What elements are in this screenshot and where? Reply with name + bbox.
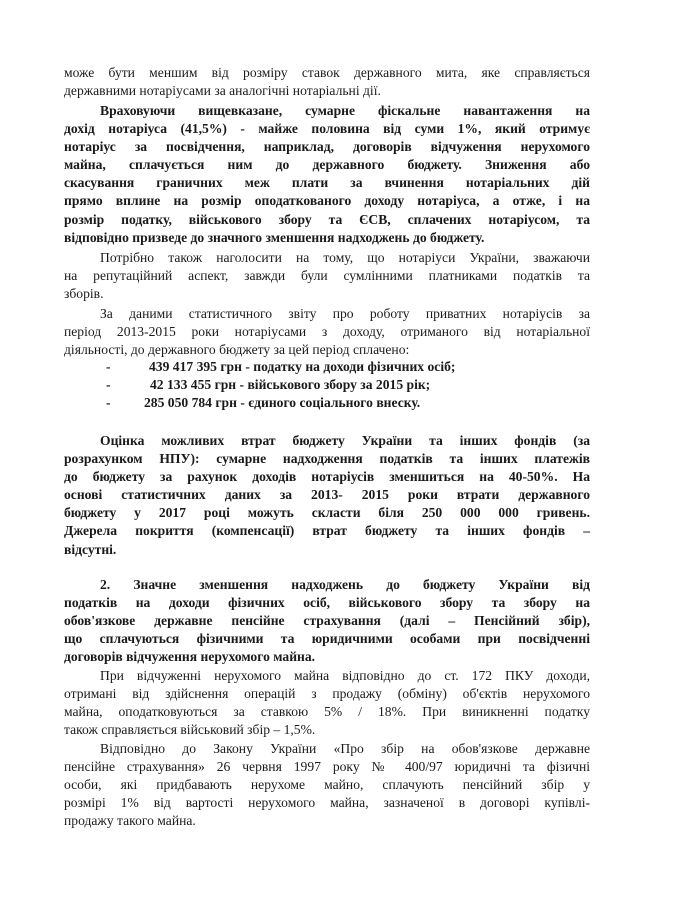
paragraph-statistics (64, 305, 590, 359)
text-line: За даними статистичного звіту про роботу приватних нотаріусів за (100, 306, 590, 321)
text-line: період 2013-2015 роки нотаріусами з доходу, отриманого від нотаріальної (64, 324, 590, 340)
text-line: зборів. (64, 286, 104, 302)
paragraph-fiscal-burden (64, 102, 590, 247)
text-line: Відповідно до Закону України «Про збір на обов'язкове державне (100, 741, 590, 756)
text-line: що сплачуються фізичними та юридичними особами при посвідченні (64, 631, 590, 647)
text-line: також справляється військовий збір – 1,5%. (64, 722, 316, 738)
text-line: Потрібно також наголосити на тому, що нотаріуси України, зважаючи (100, 250, 590, 265)
text-line: Оцінка можливих втрат бюджету України та інших фондів (за (100, 433, 590, 448)
text-line: може бути меншим від розміру ставок державного мита, яке справляється (64, 65, 590, 80)
text-line: договорів відчуження нерухомого майна. (64, 649, 316, 665)
text-line: скасування граничних меж плати за вчинення нотаріальних дій (64, 175, 590, 191)
text-line: дохід нотаріуса (41,5%) - майже половина від суми 1%, який отримує (64, 121, 590, 137)
text-line: відсутні. (64, 541, 117, 557)
text-line: Джерела покриття (компенсації) втрат бюджету та інших фондів – (64, 523, 590, 539)
text-line: отримані від здійснення операцій з продажу (обміну) об'єктів нерухомого (64, 686, 590, 702)
text-line: При відчуженні нерухомого майна відповідно до ст. 172 ПКУ доходи, (100, 668, 590, 683)
text-line: розмірі 1% від вартості нерухомого майна, зазначеної в договорі купівлі- (64, 795, 590, 811)
text-line: обов'язкове державне пенсійне страхування (далі – Пенсійний збір), (64, 613, 590, 629)
paragraph-property-tax (64, 667, 590, 739)
text-line: розмір податку, військового збору та ЄСВ, сплачених нотаріусом, та (64, 211, 590, 227)
list-dash: - (106, 377, 111, 392)
text-line: пенсійне страхування» 26 червня 1997 року № 400/97 юридичні та фізичні (64, 759, 590, 775)
list-text: 42 133 455 грн - військового збору за 2015 рік; (150, 377, 431, 392)
list-text: 285 050 784 грн - єдиного соціального внеску. (144, 395, 421, 410)
list-text: 439 417 395 грн - податку на доходи фізичних осіб; (149, 359, 456, 374)
text-line: нотаріус за посвідчення, наприклад, договорів відчуження нерухомого (64, 139, 590, 155)
list-dash: - (106, 395, 111, 410)
text-line: Враховуючи вищевказане, сумарне фіскальне навантаження на (100, 103, 590, 118)
paragraph-loss-estimate (64, 432, 590, 559)
text-line: особи, які придбавають нерухоме майно, сплачують пенсійний збір у (64, 777, 590, 793)
text-line: продажу такого майна. (64, 813, 196, 829)
paragraph-continuation (64, 64, 590, 100)
text-line: бюджету у 2017 році можуть скласти біля 250 000 000 гривень. (64, 505, 590, 521)
list-dash: - (106, 359, 111, 374)
section-heading-2 (64, 576, 590, 666)
text-line: прямо вплине на розмір оподаткованого доходу нотаріуса, а отже, і на (64, 193, 590, 209)
text-line: діяльності, до державного бюджету за цей період сплачено: (64, 342, 410, 358)
text-line: майна, оподатковуються за ставкою 5% / 18%. При виникненні податку (64, 704, 590, 720)
paragraph-pension-levy (64, 740, 590, 830)
text-line: податків на доходи фізичних осіб, військового збору та збору на (64, 595, 590, 611)
text-line: розрахунком НПУ): сумарне надходження податків та інших платежів (64, 451, 590, 467)
text-line: державними нотаріусами за аналогічні нотаріальні дії. (64, 83, 381, 99)
text-line: на репутаційний аспект, завжди були сумлінними платниками податків та (64, 268, 590, 284)
text-line: майна, сплачується ним до державного бюджету. Зниження або (64, 157, 590, 173)
text-line: 2. Значне зменшення надходжень до бюджету України від (100, 577, 590, 592)
text-line: основі статистичних даних за 2013- 2015 роки втрати державного (64, 487, 590, 503)
text-line: відповідно призведе до значного зменшення надходжень до бюджету. (64, 229, 485, 245)
paragraph-reputation (64, 249, 590, 303)
text-line: до бюджету за рахунок доходів нотаріусів зменшиться на 40-50%. На (64, 469, 590, 485)
